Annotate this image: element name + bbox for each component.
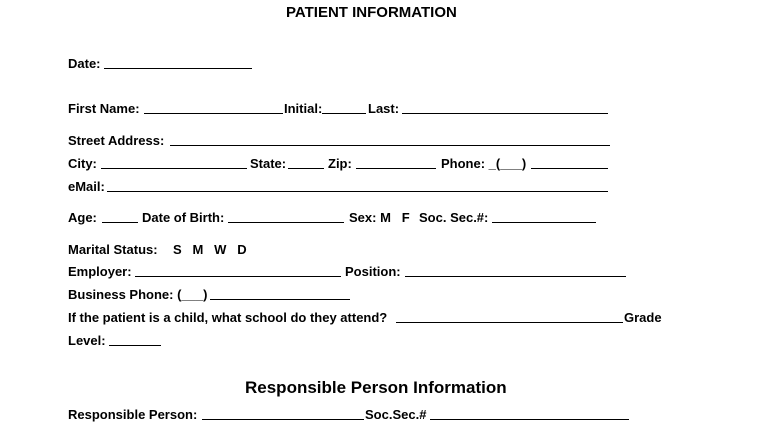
street-address-label: Street Address:: [68, 133, 165, 148]
phone-field[interactable]: [531, 168, 608, 169]
city-label: City:: [68, 156, 97, 171]
responsible-soc-sec-label: Soc.Sec.#: [365, 407, 427, 422]
level-label: Level:: [68, 333, 106, 348]
age-label: Age:: [68, 210, 97, 225]
email-field[interactable]: [107, 191, 608, 192]
date-of-birth-field[interactable]: [228, 222, 344, 223]
form-title: PATIENT INFORMATION: [286, 4, 457, 21]
date-label: Date:: [68, 56, 101, 71]
first-name-label: First Name:: [68, 101, 140, 116]
responsible-person-label: Responsible Person:: [68, 407, 198, 422]
marital-status-options[interactable]: S M W D: [173, 242, 247, 257]
date-of-birth-label: Date of Birth:: [142, 210, 225, 225]
last-name-label: Last:: [368, 101, 400, 116]
employer-label: Employer:: [68, 264, 132, 279]
business-phone-field[interactable]: [210, 299, 350, 300]
employer-field[interactable]: [135, 276, 341, 277]
responsible-soc-sec-field[interactable]: [430, 419, 629, 420]
city-field[interactable]: [101, 168, 247, 169]
email-label: eMail:: [68, 179, 105, 194]
age-field[interactable]: [102, 222, 138, 223]
soc-sec-label: Soc. Sec.#:: [419, 210, 489, 225]
initial-field[interactable]: [322, 113, 366, 114]
marital-status-label: Marital Status:: [68, 242, 158, 257]
position-label: Position:: [345, 264, 401, 279]
school-field[interactable]: [396, 322, 623, 323]
first-name-field[interactable]: [144, 113, 283, 114]
business-phone-label: Business Phone: (___): [68, 287, 208, 302]
school-question-label: If the patient is a child, what school do they attend?: [68, 310, 388, 325]
zip-field[interactable]: [356, 168, 436, 169]
zip-label: Zip:: [328, 156, 352, 171]
street-address-field[interactable]: [170, 145, 610, 146]
last-name-field[interactable]: [402, 113, 608, 114]
phone-label: Phone: _(___): [441, 156, 527, 171]
responsible-person-field[interactable]: [202, 419, 364, 420]
grade-label: Grade: [624, 310, 662, 325]
position-field[interactable]: [405, 276, 626, 277]
level-field[interactable]: [109, 345, 161, 346]
date-field[interactable]: [104, 68, 252, 69]
responsible-person-heading: Responsible Person Information: [245, 378, 507, 397]
state-field[interactable]: [288, 168, 324, 169]
initial-label: Initial:: [284, 101, 323, 116]
soc-sec-field[interactable]: [492, 222, 596, 223]
sex-label: Sex: M F: [349, 210, 410, 225]
state-label: State:: [250, 156, 287, 171]
